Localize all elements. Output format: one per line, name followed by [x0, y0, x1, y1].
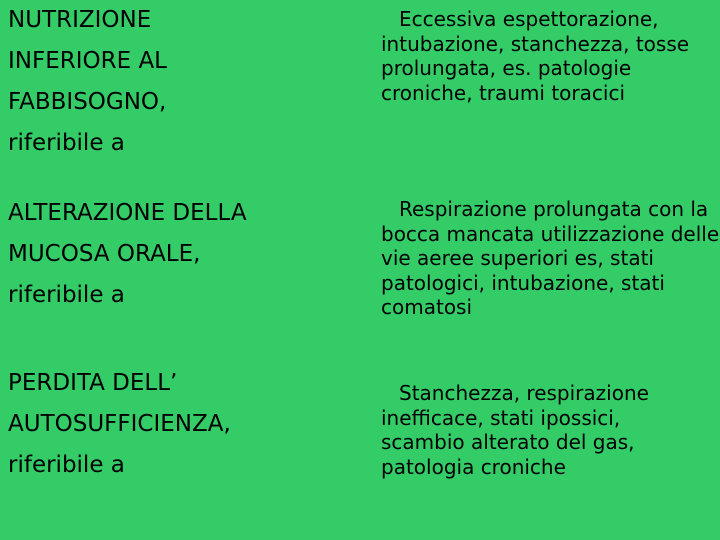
diagnosis-label — [8, 193, 368, 316]
desc-line: Respirazione prolungata con la — [399, 197, 709, 221]
desc-line: Stanchezza, respirazione — [399, 381, 649, 405]
desc-line: vie aeree superiori es, stati — [381, 246, 654, 270]
desc-line: Eccessiva espettorazione, — [399, 7, 659, 31]
desc-line: comatosi — [381, 295, 473, 319]
label-line: riferibile a — [8, 130, 125, 156]
desc-line: croniche, traumi toracici — [381, 80, 625, 105]
desc-line: inefficace, stati ipossici, — [381, 405, 621, 430]
desc-line: patologia croniche — [381, 454, 566, 479]
diagnosis-label — [8, 363, 368, 486]
diagnosis-causes — [381, 381, 720, 479]
label-line: ALTERAZIONE DELLA — [8, 200, 247, 226]
label-line: FABBISOGNO, — [8, 89, 167, 115]
label-line: MUCOSA ORALE, — [8, 241, 201, 267]
label-line: riferibile a — [8, 282, 125, 308]
desc-line: intubazione, stanchezza, tosse — [381, 31, 690, 56]
diagnosis-causes — [381, 7, 720, 105]
label-line: PERDITA DELL’ — [8, 370, 178, 396]
diagnosis-causes — [381, 197, 720, 320]
desc-line: scambio alterato del gas, — [381, 430, 635, 454]
desc-line: prolungata, es. patologie — [381, 56, 632, 80]
label-line: INFERIORE AL — [8, 48, 167, 74]
desc-line: bocca mancata utilizzazione delle — [381, 221, 720, 246]
label-line: NUTRIZIONE — [8, 7, 152, 33]
diagnosis-label — [8, 0, 368, 164]
desc-line: patologici, intubazione, stati — [381, 270, 665, 295]
label-line: riferibile a — [8, 452, 125, 478]
label-line: AUTOSUFFICIENZA, — [8, 411, 231, 437]
